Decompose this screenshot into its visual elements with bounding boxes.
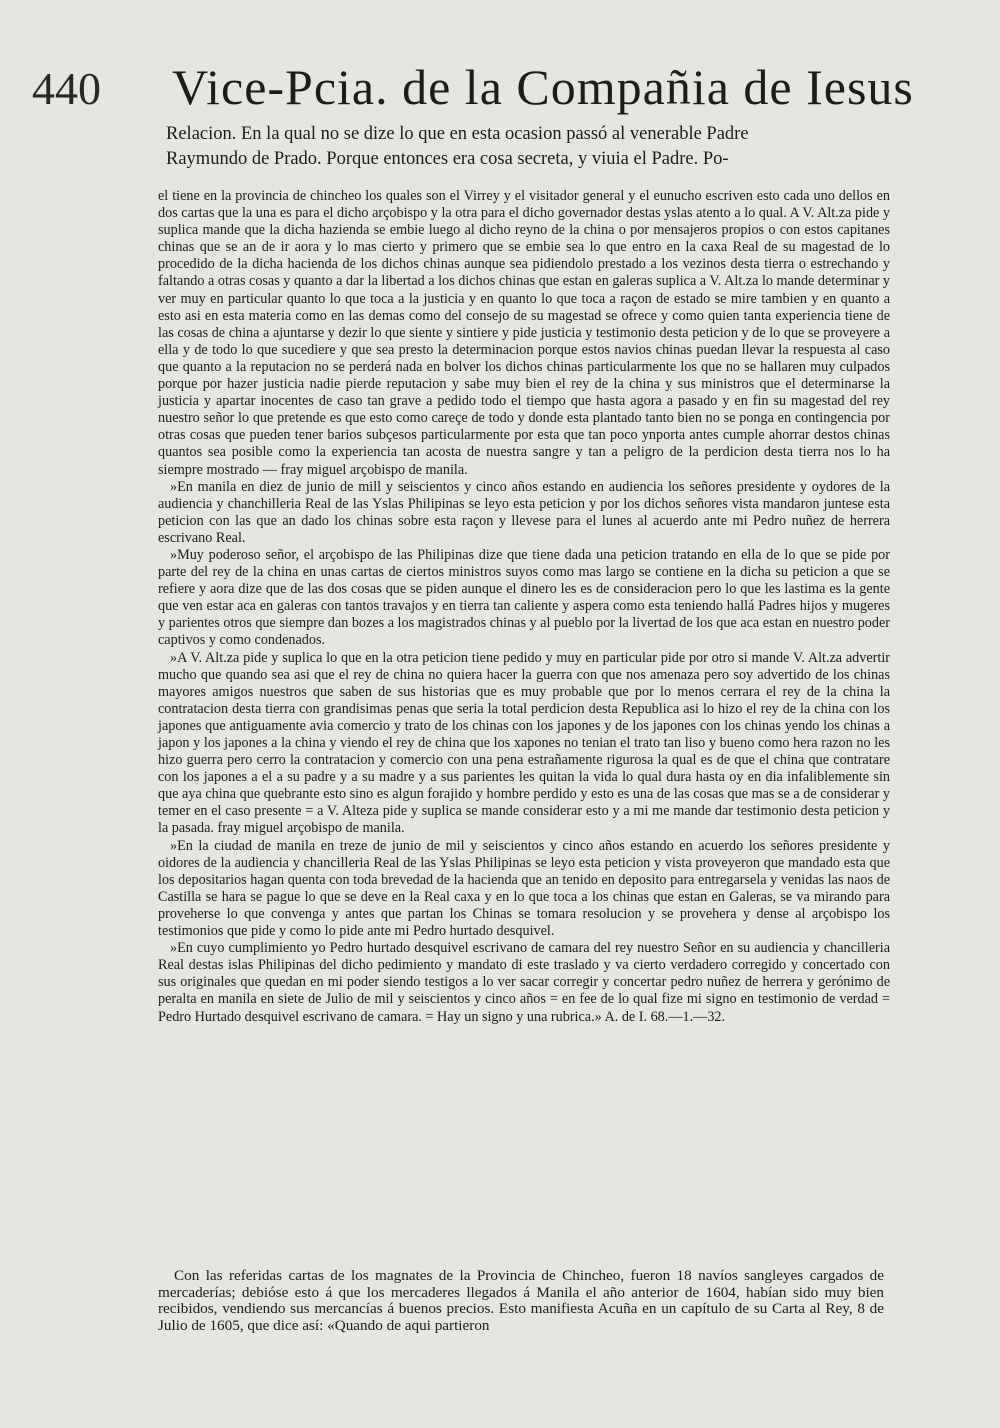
body-paragraph: »En la ciudad de manila en treze de junio de mil y seiscientos y cinco años estando en acuerdo los señores presidente y oidores de la audiencia y chancilleria Real de las Yslas Philipinas se leyo esta peticion y vista proveyeron que mandado esta que los depositarios hagan quenta con toda brevedad de la hacienda que an tenido en deposito para entregarsela y venidas las naos de Castilla se hara se pague lo que se deve en la Real caxa y en lo que toca a los chinas que estan en Galeras, se va mirando para proveherse lo que convenga y antes que partan los Chinas se tomara resolucion y se provehera y dense al arçobispo los testimonios que pide y como lo pide ante mi Pedro hurtado desquivel. (158, 837, 890, 940)
closing-paragraph-block (158, 1268, 884, 1334)
intro-paragraph (166, 122, 906, 172)
page-header (0, 58, 1000, 118)
body-paragraph: »A V. Alt.za pide y suplica lo que en la otra peticion tiene pedido y muy en particular pide por otro si mande V. Alt.za advertir mucho que quando sea asi que el rey de china no quiera hacer la guerra con que nos amenaza pero soy advertido de los chinas mayores amigos nuestros que saben de sus historias que es muy probable que por lo menos cerrara el rey de la china la contratacion desta tierra con grandisimas penas que seria la total perdicion desta Republica asi lo hizo el rey de la china con los japones que antiguamente avia comercio y trato de los chinas con los japones y de los japones con los chinas yendo los chinas a japon y los japones a la china y viendo el rey de china que los xapones no tenian el trato tan liso y bueno como hera razon no les hizo guerra pero cerro la contratacion y comercio con una pena estrañamente rigurosa la qual es de que el china que contratare con los japones a el a su padre y a su madre y a sus parientes les quitan la vida lo qual dura hasta oy en dia infaliblemente sin que aya china que quebrante esto sino es algun forajido y hombre perdido y esto es una de las cosas que mas se a de considerar y temer en el caso presente = a V. Alteza pide y suplica se mande considerar esto y a mi me mande dar testimonio desta peticion y la pasada. fray miguel arçobispo de manila. (158, 649, 890, 837)
page-number: 440 (32, 63, 101, 114)
body-paragraph: el tiene en la provincia de chincheo los quales son el Virrey y el visitador general y el eunucho escriven esto cada uno dellos en dos cartas que la una es para el dicho arçobispo y la otra para el dicho governador destas yslas atento a lo qual. A V. Alt.za pide y suplica mande que la dicha hazienda se embie luego al dicho reyno de la china o por mensajeros propios o con estos capitanes chinas que se an de ir aora y lo mas cierto y primero que se embie sea lo que entro en la caxa Real de su magestad de lo procedido de la dicha hacienda de los dichos chinas aunque sea pidiendolo prestado a los vezinos desta tierra o estrechando y faltando a otras cosas y quanto a dar la libertad a los dichos chinas que estan en galeras suplica a V. Alt.za lo mande determinar y ver muy en particular quanto lo que toca a la justicia y en quanto lo que toca a raçon de estado se mire tambien y en quanto a esto asi en esta materia como en las demas como del consejo de su magestad se ofrece y como quien tanta experiencia tiene de las cosas de china a ajuntarse y dezir lo que siente y sintiere y pide justicia y testimonio desta peticion y de lo que se proveyere a ella y de todo lo que sucediere y que sea presto la determinacion porque estos navios chinas puedan llevar la respuesta al caso que quanto a la reputacion no se perderá nada en bolver los dichos chinas particularmente los que no se hallaren muy culpados porque por hazer justicia nadie pierde reputacion y sabe muy bien el rey de la china y sus ministros que el determinarse la justicia y apartar inocentes de caso tan grave a pedido todo el tiempo que hasta agora a pasado y en fin su magestad del rey nuestro señor lo que pretende es que esto como careçe de todo y donde esta plantado tanto bien no se ponga en contingencia por otras cosas que pueden tener barios subçesos particularmente por esta que tan poco ynporta antes cumple ahorrar destos chinas quantos sea posible como la experiencia tan acosta de nuestra sangre y tan a peligro de la perdicion desta tierra nos lo ha siempre mostrado — fray miguel arçobispo de manila. (158, 188, 890, 478)
intro-line: Relacion. En la qual no se dize lo que en esta ocasion passó al venerable Padre (166, 124, 749, 144)
intro-line: Raymundo de Prado. Porque entonces era cosa secreta, y viuia el Padre. Po- (166, 149, 729, 169)
closing-paragraph: Con las referidas cartas de los magnates de la Provincia de Chincheo, fueron 18 navíos sangleyes cargados de mercaderías; debióse esto á que los mercaderes llegados á Manila el año anterior de 1604, habían sido muy bien recibidos, vendiendo sus mercancías á buenos precios. Esto manifiesta Acuña en un capítulo de su Carta al Rey, 8 de Julio de 1605, que dice así: «Quando de aqui partieron (158, 1267, 884, 1334)
running-title: Vice-Pcia. de la Compañia de Iesus (172, 59, 914, 115)
body-paragraph: »Muy poderoso señor, el arçobispo de las Philipinas dize que tiene dada una peticion tratando en ella de lo que se pide por parte del rey de la china en unas cartas de ciertos ministros suyos como mas largo se contiene en la dicha su peticion a que se refiere y aora dize que de las dos cosas que se piden aunque el dinero les es de consideracion pero lo que les lastima es la gente que ven estar aca en galeras con tantos travajos y en tierra tan caliente y aspera como esta teniendo hallá Padres hijos y mugeres y parientes otros que siempre dan bozes a los magistrados chinas y al pueblo por la livertad de los que aca estan en nuestro poder captivos y como condenados. (158, 546, 891, 649)
quoted-document-body (158, 188, 890, 1026)
body-paragraph: »En manila en diez de junio de mill y seiscientos y cinco años estando en audiencia los señores presidente y oydores de la audiencia y chanchilleria Real de las Yslas Philipinas se leyo esta peticion y por los dichos señores vista mandaron juntese esta peticion con las que an dado los chinas sobre esta raçon y llevese para el lunes al acuerdo ante mi Pedro nuñez de herrera escrivano Real. (158, 478, 890, 546)
body-paragraph: »En cuyo cumplimiento yo Pedro hurtado desquivel escrivano de camara del rey nuestro Señor en su audiencia y chancilleria Real destas islas Philipinas del dicho pedimiento y mandato di este traslado y va cierto verdadero corregido y concertado con sus originales que quedan en mi poder siendo testigos a lo ver sacar corregir y concertar pedro nuñez de herrera y gerónimo de peralta en manila en siete de Julio de mil y seiscientos y cinco años = en fee de lo qual fize mi signo en testimonio de verdad = Pedro Hurtado desquivel escrivano de camara. = Hay un signo y una rubrica.» A. de I. 68.—1.—32. (158, 940, 890, 1025)
